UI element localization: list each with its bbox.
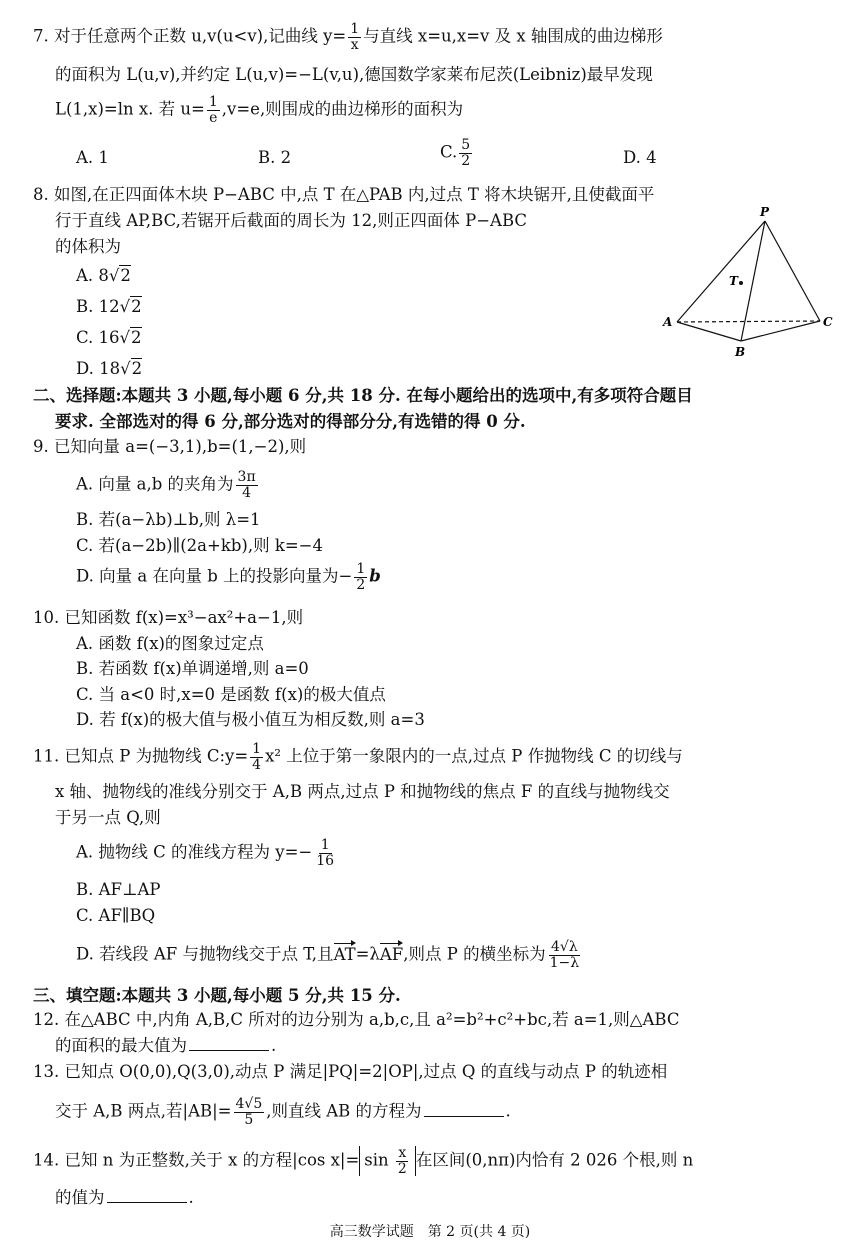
q10-option-d: D. 若 f(x)的极大值与极小值互为相反数,则 a=3 bbox=[76, 710, 425, 729]
q7-line2: 的面积为 L(u,v),并约定 L(u,v)=−L(v,u),德国数学家莱布尼茨(Leibniz)最早发现 bbox=[55, 65, 653, 84]
edge-pa bbox=[677, 221, 765, 322]
section2-heading-cont: 要求. 全部选对的得 6 分,部分选对的得部分分,有选错的得 0 分. bbox=[55, 412, 526, 431]
q10-option-a: A. 函数 f(x)的图象过定点 bbox=[76, 634, 264, 653]
label-c: C bbox=[823, 315, 833, 329]
q9-option-d: D. 向量 a 在向量 b 上的投影向量为− $\frac{1}{2}$ b bbox=[76, 561, 381, 593]
q7-option-c: C. $\frac{5}{2}$ bbox=[440, 137, 471, 169]
label-p: P bbox=[760, 205, 770, 219]
q8-line3: 的体积为 bbox=[55, 237, 121, 256]
q8-option-b: B. 12√2 bbox=[76, 297, 142, 316]
q7-option-d: D. 4 bbox=[623, 148, 657, 167]
q7-line3: L(1,x)=ln x. 若 u= $\frac{1}{e}$ ,v=e,则围成的曲边梯形的面积为 bbox=[55, 94, 464, 126]
q14-line1: 14. 已知 n 为正整数,关于 x 的方程|cos x|= sin $\frac{x}{2}$ 在区间(0,nπ)内恰有 2 026 个根,则 n bbox=[33, 1145, 694, 1177]
q12-line1: 12. 在△ABC 中,内角 A,B,C 所对的边分别为 a,b,c,且 a²=b²+c²+bc,若 a=1,则△ABC bbox=[33, 1010, 680, 1029]
q8-option-d: D. 18√2 bbox=[76, 359, 143, 378]
q10-option-c: C. 当 a<0 时,x=0 是函数 f(x)的极大值点 bbox=[76, 685, 386, 704]
q9-option-c: C. 若(a−2b)∥(2a+kb),则 k=−4 bbox=[76, 536, 323, 555]
q10-stem: 10. 已知函数 f(x)=x³−ax²+a−1,则 bbox=[33, 608, 304, 627]
q7-option-b: B. 2 bbox=[258, 148, 292, 167]
q12-line2: 的面积的最大值为 . bbox=[55, 1036, 277, 1055]
q9-stem: 9. 已知向量 a=(−3,1),b=(1,−2),则 bbox=[33, 437, 307, 456]
answer-blank bbox=[424, 1115, 504, 1117]
fraction: $\frac{1}{x}$ bbox=[350, 21, 360, 53]
q8-line1: 8. 如图,在正四面体木块 P−ABC 中,点 T 在△PAB 内,过点 T 将木块锯开,且使截面平 bbox=[33, 185, 655, 204]
q9-option-a: A. 向量 a,b 的夹角为 $\frac{3\pi}{4}$ bbox=[76, 469, 256, 501]
edge-bc bbox=[741, 321, 820, 341]
q11-option-a: A. 抛物线 C 的准线方程为 y=− $\frac{1}{16}$ bbox=[76, 837, 335, 869]
tetrahedron-figure bbox=[655, 203, 840, 363]
q11-option-b: B. AF⊥AP bbox=[76, 880, 161, 899]
section2-heading: 二、选择题:本题共 3 小题,每小题 6 分,共 18 分. 在每小题给出的选项中,有多项符合题目 bbox=[33, 386, 693, 405]
q10-option-b: B. 若函数 f(x)单调递增,则 a=0 bbox=[76, 659, 309, 678]
q11-line1: 11. 已知点 P 为抛物线 C:y= $\frac{1}{4}$ x² 上位于第一象限内的一点,过点 P 作抛物线 C 的切线与 bbox=[33, 741, 683, 773]
label-b: B bbox=[735, 345, 746, 359]
q7-line1: 7. 对于任意两个正数 u,v(u<v),记曲线 y= $\frac{1}{x}$ 与直线 x=u,x=v 及 x 轴围成的曲边梯形 bbox=[33, 21, 663, 53]
edge-pc bbox=[765, 221, 820, 321]
q11-option-c: C. AF∥BQ bbox=[76, 906, 156, 925]
q11-line3: 于另一点 Q,则 bbox=[55, 808, 161, 827]
fraction: $\frac{1}{e}$ bbox=[208, 94, 218, 126]
edge-pb bbox=[741, 221, 765, 341]
absolute-value: sin $\frac{x}{2}$ bbox=[359, 1146, 416, 1176]
vector-at: AT bbox=[333, 944, 356, 964]
q13-line1: 13. 已知点 O(0,0),Q(3,0),动点 P 满足|PQ|=2|OP|,过点 Q 的直线与动点 P 的轨迹相 bbox=[33, 1062, 668, 1081]
label-t: T bbox=[729, 274, 738, 288]
page-footer: 高三数学试题 第 2 页(共 4 页) bbox=[329, 1224, 531, 1240]
q11-option-d: D. 若线段 AF 与抛物线交于点 T,且AT=λAF,则点 P 的横坐标为 $\frac{4√\lambda}{1-\lambda}$ bbox=[76, 939, 580, 971]
q7-option-a: A. 1 bbox=[76, 148, 109, 167]
answer-blank bbox=[189, 1049, 269, 1051]
q13-line2: 交于 A,B 两点,若|AB|= $\frac{4√5}{5}$ ,则直线 AB 的方程为 . bbox=[55, 1096, 511, 1128]
answer-blank bbox=[107, 1201, 187, 1203]
q11-line2: x 轴、抛物线的准线分别交于 A,B 两点,过点 P 和抛物线的焦点 F 的直线与抛物线交 bbox=[55, 782, 670, 801]
section3-heading: 三、填空题:本题共 3 小题,每小题 5 分,共 15 分. bbox=[33, 986, 401, 1005]
point-t bbox=[739, 281, 743, 285]
q8-option-c: C. 16√2 bbox=[76, 328, 142, 347]
q9-option-b: B. 若(a−λb)⊥b,则 λ=1 bbox=[76, 510, 261, 529]
q14-line2: 的值为 . bbox=[55, 1188, 194, 1207]
label-a: A bbox=[663, 315, 673, 329]
edge-ab bbox=[677, 322, 741, 341]
q8-line2: 行于直线 AP,BC,若锯开后截面的周长为 12,则正四面体 P−ABC bbox=[55, 211, 528, 230]
edge-ac-hidden bbox=[677, 321, 820, 322]
vector-af: AF bbox=[379, 944, 404, 964]
q8-option-a: A. 8√2 bbox=[76, 266, 131, 285]
